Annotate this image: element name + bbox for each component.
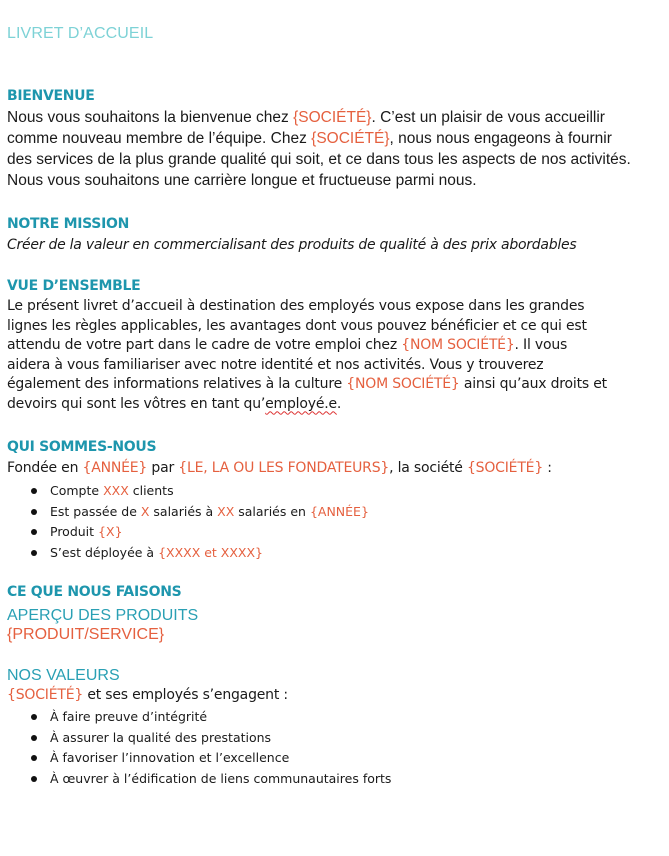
text-line: devoirs qui sont les vôtres en tant qu’employé.e. xyxy=(7,395,342,412)
mission-statement: Créer de la valeur en commercialisant des produits de qualité à des prix abordables xyxy=(7,237,577,253)
placeholder: {SOCIÉTÉ} xyxy=(311,130,390,147)
text-line: comme nouveau membre de l’équipe. Chez {SOCIÉTÉ}, nous nous engageons à fournir xyxy=(7,130,612,147)
text-line: lignes les règles applicables, les avantages dont vous pouvez bénéficier et ce qui est xyxy=(7,317,587,334)
subheading-nos-valeurs: NOS VALEURS xyxy=(7,667,120,684)
text-line: aidera à vous familiariser avec notre identité et nos activités. Vous y trouverez xyxy=(7,356,544,373)
placeholder-produit-service: {PRODUIT/SERVICE} xyxy=(7,626,165,643)
heading-mission: NOTRE MISSION xyxy=(7,216,129,232)
paragraph-valeurs: {SOCIÉTÉ} et ses employés s’engagent : xyxy=(7,687,288,703)
heading-vue-ensemble: VUE D’ENSEMBLE xyxy=(7,278,141,294)
subheading-apercu-produits: APERÇU DES PRODUITS xyxy=(7,607,199,624)
heading-ce-que-nous-faisons: CE QUE NOUS FAISONS xyxy=(7,584,182,600)
list-item: À œuvrer à l’édification de liens communautaires forts xyxy=(7,769,391,790)
placeholder: {NOM SOCIÉTÉ} xyxy=(401,337,515,353)
paragraph-vue-ensemble xyxy=(7,297,657,414)
placeholder: {NOM SOCIÉTÉ} xyxy=(346,376,460,392)
list-item: Produit {X} xyxy=(7,522,369,543)
text-line: Le présent livret d’accueil à destination des employés vous expose dans les grandes xyxy=(7,298,585,314)
placeholder: {LE, LA OU LES FONDATEURS} xyxy=(178,460,390,476)
text-line: attendu de votre part dans le cadre de votre emploi chez {NOM SOCIÉTÉ}. Il vous xyxy=(7,337,568,353)
paragraph-bienvenue xyxy=(7,107,657,191)
list-item: Est passée de X salariés à XX salariés en {ANNÉE} xyxy=(7,502,369,523)
text-line: Nous vous souhaitons une carrière longue et fructueuse parmi nous. xyxy=(7,172,477,189)
placeholder: {SOCIÉTÉ} xyxy=(466,460,544,476)
text-line: Nous vous souhaitons la bienvenue chez {SOCIÉTÉ}. C’est un plaisir de vous accueillir xyxy=(7,109,605,126)
list-item: S’est déployée à {XXXX et XXXX} xyxy=(7,543,369,564)
list-item: À favoriser l’innovation et l’excellence xyxy=(7,748,391,769)
heading-bienvenue: BIENVENUE xyxy=(7,88,95,104)
placeholder: {SOCIÉTÉ} xyxy=(293,109,372,126)
qui-sommes-nous-list xyxy=(7,481,369,563)
paragraph-qui-sommes-nous: Fondée en {ANNÉE} par {LE, LA OU LES FONDATEURS}, la société {SOCIÉTÉ} : xyxy=(7,460,552,476)
heading-qui-sommes-nous: QUI SOMMES-NOUS xyxy=(7,439,157,455)
list-item: Compte XXX clients xyxy=(7,481,369,502)
spellcheck-flagged-word[interactable]: employé.e xyxy=(265,395,337,412)
placeholder: {ANNÉE} xyxy=(82,460,148,476)
list-item: À assurer la qualité des prestations xyxy=(7,728,391,749)
list-item: À faire preuve d’intégrité xyxy=(7,707,391,728)
text-line: également des informations relatives à la culture {NOM SOCIÉTÉ} ainsi qu’aux droits et xyxy=(7,376,607,392)
text-line: des services de la plus grande qualité qui soit, et ce dans tous les aspects de nos activités. xyxy=(7,151,631,168)
valeurs-list xyxy=(7,707,391,789)
placeholder: {SOCIÉTÉ} xyxy=(7,687,84,703)
document-title: LIVRET D’ACCUEIL xyxy=(7,25,154,42)
